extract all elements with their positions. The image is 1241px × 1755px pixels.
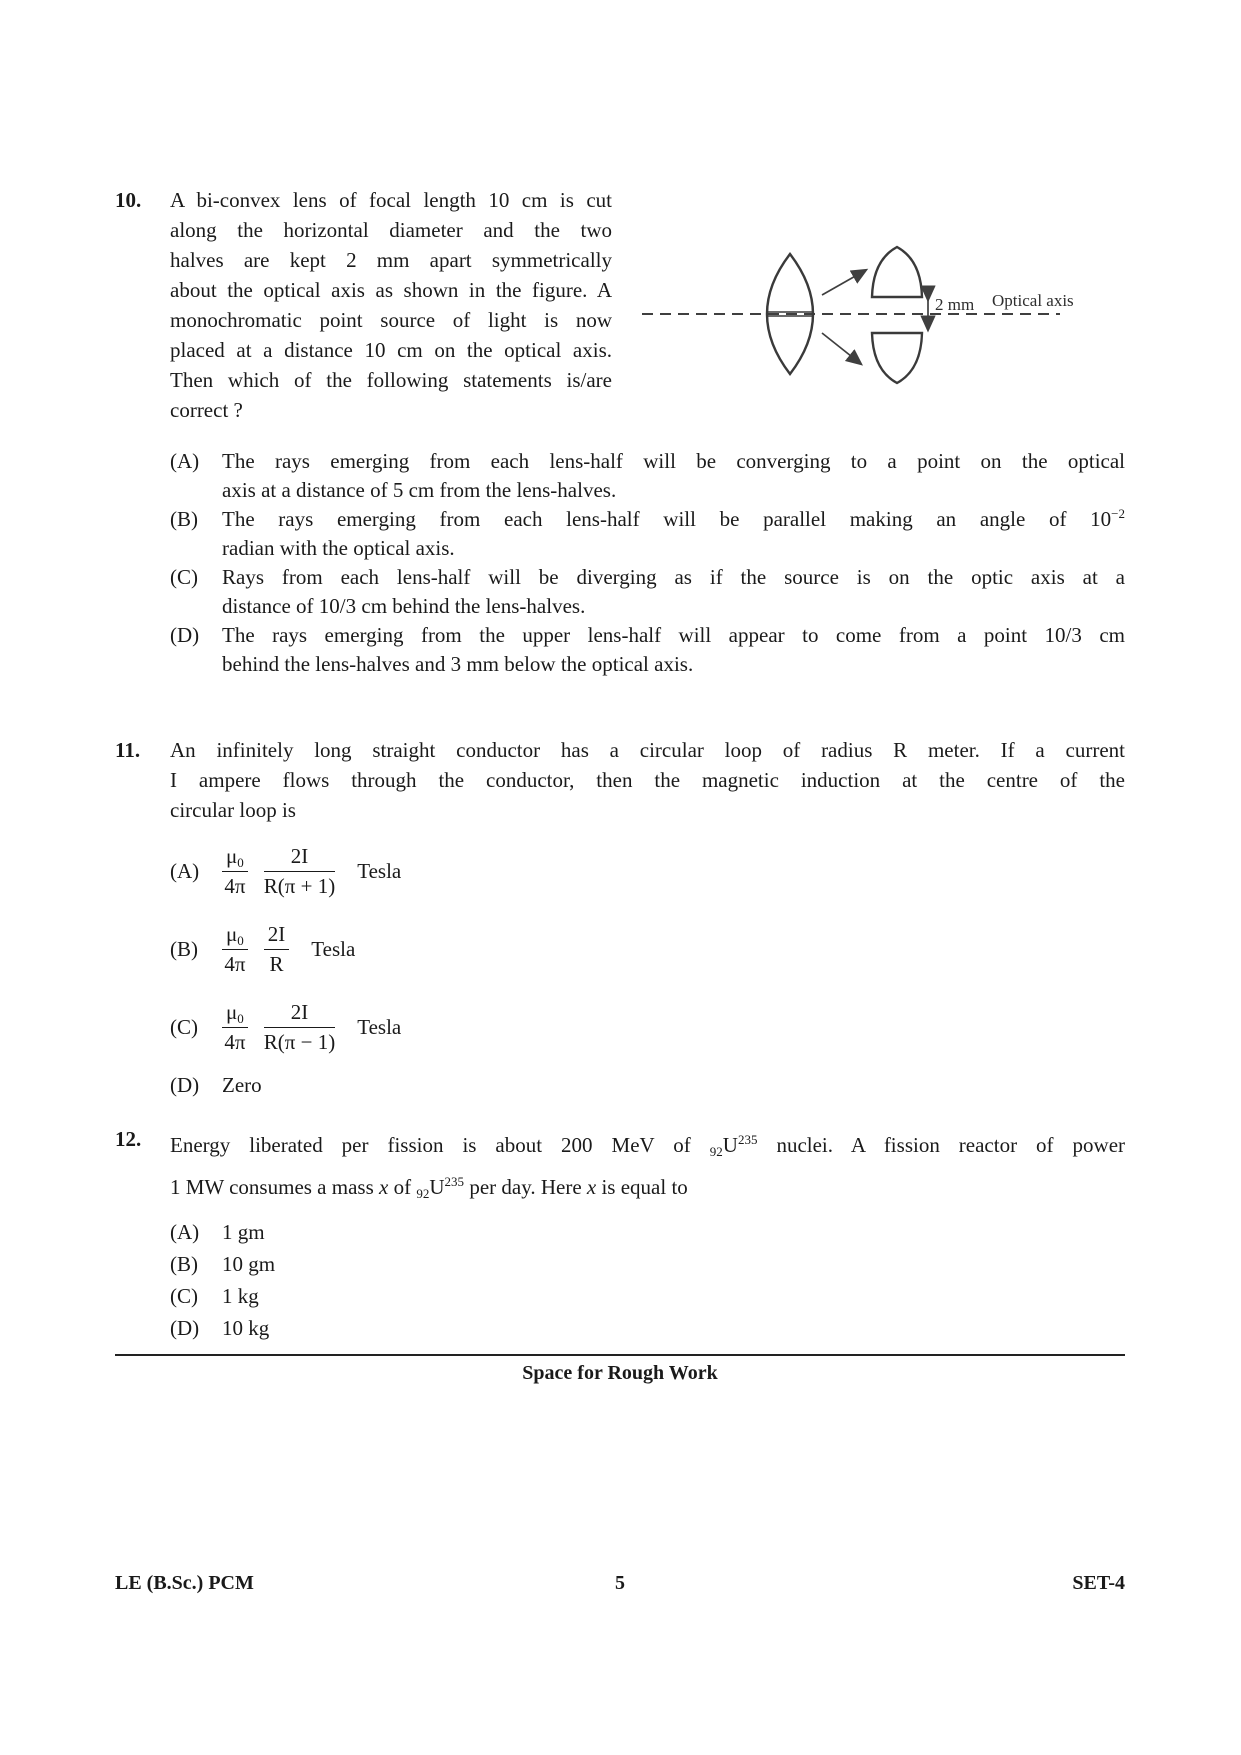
text-line: behind the lens-halves and 3 mm below the optical axis. (222, 652, 694, 676)
option-c (115, 1280, 1125, 1312)
text-line: about the optical axis as shown in the figure. A (170, 278, 612, 302)
mu-subscript: 0 (237, 932, 244, 948)
question-12-options (115, 1216, 1125, 1344)
option-d (115, 621, 1125, 679)
option-text: Zero (222, 1073, 262, 1097)
question-10-text (170, 185, 612, 425)
text-line: An infinitely long straight conductor has a circular loop of radius R meter. If a current (170, 738, 1125, 762)
text-line: halves are kept 2 mm apart symmetrically (170, 248, 612, 272)
lens-figure (640, 240, 1125, 400)
option-b (115, 505, 1125, 563)
divider-line (115, 1354, 1125, 1356)
fraction-numerator (222, 922, 248, 950)
mu-subscript: 0 (237, 854, 244, 870)
option-label: (A) (170, 858, 200, 883)
option-c (115, 995, 1125, 1059)
question-12 (115, 1124, 1125, 1208)
option-text (222, 563, 1125, 621)
option-text: 1 gm (222, 1220, 265, 1244)
text-line: placed at a distance 10 cm on the optical axis. (170, 338, 612, 362)
option-label: (D) (170, 1073, 200, 1097)
fraction-2I-over-R (264, 1000, 335, 1055)
exponent: −2 (1111, 506, 1125, 522)
fraction-2I-over-R (264, 844, 335, 899)
mu-subscript: 0 (237, 1010, 244, 1026)
option-label: (D) (170, 623, 200, 647)
fraction-mu0-over-4pi (222, 922, 248, 977)
text-line: distance of 10/3 cm behind the lens-halves. (222, 594, 586, 618)
option-label: (A) (170, 1220, 200, 1244)
text-line: The rays emerging from each lens-half will be converging to a point on the optical (222, 449, 1125, 473)
rough-work-heading: Space for Rough Work (522, 1362, 718, 1384)
question-12-text (170, 1124, 1125, 1208)
text-line: I ampere flows through the conductor, then the magnetic induction at the centre of the (170, 768, 1125, 792)
fraction-mu0-over-4pi (222, 1000, 248, 1055)
option-label: (B) (170, 507, 198, 531)
option-label: (C) (170, 565, 198, 589)
option-b (115, 917, 1125, 981)
fraction-numerator (222, 1000, 248, 1028)
fraction-numerator: 2I (264, 1000, 335, 1028)
fraction-denominator: 4π (224, 1029, 246, 1054)
option-text (222, 621, 1125, 679)
arrow-to-upper-half (822, 270, 866, 295)
option-a (115, 839, 1125, 903)
text-line: Then which of the following statements is/are (170, 368, 612, 392)
fraction-denominator: R(π − 1) (263, 1029, 336, 1054)
option-text: 1 kg (222, 1284, 259, 1308)
unit-label: Tesla (357, 858, 402, 883)
upper-lens-half (872, 247, 922, 297)
mu-symbol: μ (226, 999, 238, 1024)
mu-symbol: μ (226, 921, 238, 946)
option-text (222, 447, 1125, 505)
gap-label: 2 mm (935, 295, 975, 314)
question-10-options (115, 447, 1125, 679)
option-b (115, 1248, 1125, 1280)
question-10-number: 10. (115, 188, 142, 212)
text-line: radian with the optical axis. (222, 536, 455, 560)
question-11 (115, 735, 1125, 825)
question-10 (115, 185, 1125, 425)
option-label: (B) (170, 1252, 198, 1276)
fraction-numerator: 2I (264, 844, 335, 872)
option-text (222, 505, 1125, 563)
text-line: axis at a distance of 5 cm from the lens-halves. (222, 478, 617, 502)
fraction-denominator: R(π + 1) (263, 873, 336, 898)
text-line: along the horizontal diameter and the two (170, 218, 612, 242)
lower-lens-half (872, 333, 922, 383)
option-label: (B) (170, 936, 198, 961)
option-label: (C) (170, 1284, 198, 1308)
unit-label: Tesla (311, 936, 356, 961)
option-label: (A) (170, 449, 200, 473)
option-d (115, 1312, 1125, 1344)
footer-page-number: 5 (615, 1572, 625, 1594)
fraction-2I-over-R (264, 922, 290, 977)
fraction-denominator: 4π (224, 873, 246, 898)
option-d (115, 1071, 1125, 1100)
page-footer (115, 1572, 1125, 1595)
option-a (115, 447, 1125, 505)
unit-label: Tesla (357, 1014, 402, 1039)
question-11-text (170, 735, 1125, 825)
option-text: 10 kg (222, 1316, 270, 1340)
option-label: (D) (170, 1316, 200, 1340)
text-line: A bi-convex lens of focal length 10 cm is cut (170, 188, 612, 212)
question-12-number: 12. (115, 1127, 142, 1151)
footer-set-number: SET-4 (1072, 1572, 1126, 1594)
option-c (115, 563, 1125, 621)
fraction-numerator (222, 844, 248, 872)
mu-symbol: μ (226, 843, 238, 868)
text-segment: The rays emerging from each lens-half will be parallel making an angle of 10 (222, 507, 1112, 531)
text-line: Rays from each lens-half will be diverging as if the source is on the optic axis at a (222, 565, 1125, 589)
fraction-denominator: R (269, 951, 284, 976)
option-text: 10 gm (222, 1252, 276, 1276)
text-line (222, 505, 1125, 534)
fraction-denominator: 4π (224, 951, 246, 976)
text-line: 1 MW consumes a mass x of $_{92}U^{235}$ per day. Here x is equal to (170, 1174, 688, 1201)
fraction-numerator: 2I (264, 922, 290, 950)
option-label: (C) (170, 1014, 198, 1039)
footer-course-code: LE (B.Sc.) PCM (115, 1572, 254, 1594)
optical-axis-label: Optical axis (992, 291, 1074, 310)
option-a (115, 1216, 1125, 1248)
question-11-options (115, 839, 1125, 1100)
text-line: Energy liberated per fission is about 200 MeV of $_{92}U^{235}$ nuclei. A fission reactor of power (170, 1132, 1126, 1159)
page-content (115, 0, 1125, 1385)
text-line: correct ? (170, 398, 243, 422)
fraction-mu0-over-4pi (222, 844, 248, 899)
text-line: monochromatic point source of light is now (170, 308, 612, 332)
arrow-to-lower-half (822, 333, 861, 364)
text-line: circular loop is (170, 798, 296, 822)
question-11-number: 11. (115, 738, 141, 762)
text-line: The rays emerging from the upper lens-half will appear to come from a point 10/3 cm (222, 623, 1125, 647)
